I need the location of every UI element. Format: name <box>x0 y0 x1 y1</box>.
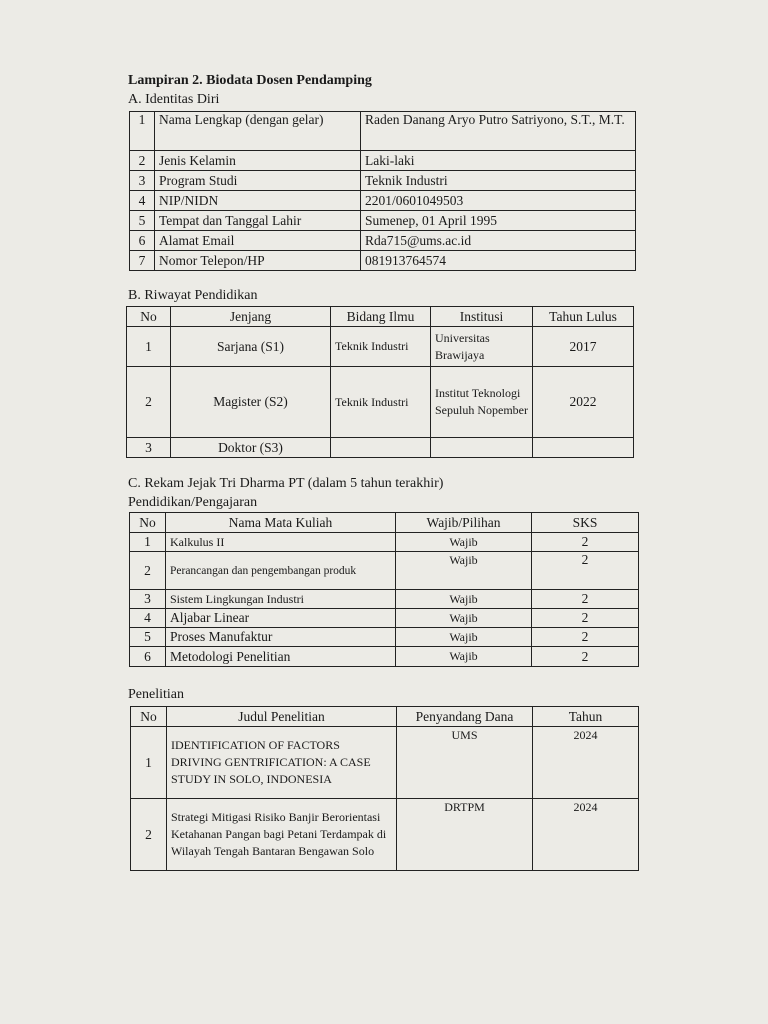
row-wajib-pilihan: Wajib <box>396 552 532 590</box>
row-mata-kuliah: Proses Manufaktur <box>166 628 396 647</box>
table-row <box>127 438 634 458</box>
row-wajib-pilihan: Wajib <box>396 533 532 552</box>
research-table <box>130 706 639 871</box>
table-row <box>130 533 639 552</box>
identity-table <box>129 111 636 271</box>
row-no: 1 <box>131 727 167 799</box>
table-row <box>130 151 636 171</box>
row-no: 1 <box>127 327 171 367</box>
row-no: 3 <box>127 438 171 458</box>
row-no: 2 <box>127 367 171 438</box>
row-mata-kuliah: Kalkulus II <box>166 533 396 552</box>
row-no: 5 <box>130 628 166 647</box>
row-no: 2 <box>130 151 155 171</box>
column-header: No <box>127 307 171 327</box>
table-row <box>131 799 639 871</box>
column-header: No <box>130 513 166 533</box>
row-value: Raden Danang Aryo Putro Satriyono, S.T., M.T. <box>361 112 636 151</box>
column-header: SKS <box>532 513 639 533</box>
row-mata-kuliah: Metodologi Penelitian <box>166 647 396 667</box>
row-tahun <box>533 438 634 458</box>
section-c-heading: C. Rekam Jejak Tri Dharma PT (dalam 5 tahun terakhir) <box>128 476 444 491</box>
column-header: Bidang Ilmu <box>331 307 431 327</box>
table-row <box>130 552 639 590</box>
column-header: No <box>131 707 167 727</box>
table-row <box>130 647 639 667</box>
row-tahun: 2024 <box>533 727 639 799</box>
document-title: Lampiran 2. Biodata Dosen Pendamping <box>128 73 372 88</box>
table-row <box>130 211 636 231</box>
row-value: 2201/0601049503 <box>361 191 636 211</box>
row-judul: Strategi Mitigasi Risiko Banjir Berorientasi Ketahanan Pangan bagi Petani Terdampak di Wilayah Tengah Bantaran Bengawan Solo <box>167 799 397 871</box>
row-mata-kuliah: Perancangan dan pengembangan produk <box>166 552 396 590</box>
row-wajib-pilihan: Wajib <box>396 628 532 647</box>
row-institusi <box>431 438 533 458</box>
row-sks: 2 <box>532 533 639 552</box>
row-sks: 2 <box>532 590 639 609</box>
row-label: Nama Lengkap (dengan gelar) <box>155 112 361 151</box>
row-no: 2 <box>130 552 166 590</box>
row-label: NIP/NIDN <box>155 191 361 211</box>
row-wajib-pilihan: Wajib <box>396 647 532 667</box>
row-no: 3 <box>130 171 155 191</box>
teaching-table <box>129 512 639 667</box>
row-sks: 2 <box>532 609 639 628</box>
penelitian-heading: Penelitian <box>128 687 184 702</box>
row-sks: 2 <box>532 647 639 667</box>
row-label: Tempat dan Tanggal Lahir <box>155 211 361 231</box>
table-header-row <box>131 707 639 727</box>
table-row <box>131 727 639 799</box>
table-row <box>130 231 636 251</box>
table-row <box>127 327 634 367</box>
column-header: Judul Penelitian <box>167 707 397 727</box>
row-value: Rda715@ums.ac.id <box>361 231 636 251</box>
row-tahun: 2017 <box>533 327 634 367</box>
row-no: 5 <box>130 211 155 231</box>
row-mata-kuliah: Aljabar Linear <box>166 609 396 628</box>
row-label: Jenis Kelamin <box>155 151 361 171</box>
table-row <box>130 251 636 271</box>
section-c-subheading: Pendidikan/Pengajaran <box>128 495 258 510</box>
row-no: 4 <box>130 191 155 211</box>
row-wajib-pilihan: Wajib <box>396 590 532 609</box>
table-header-row <box>130 513 639 533</box>
row-label: Program Studi <box>155 171 361 191</box>
row-label: Alamat Email <box>155 231 361 251</box>
row-no: 6 <box>130 647 166 667</box>
row-bidang <box>331 438 431 458</box>
table-header-row <box>127 307 634 327</box>
table-row <box>130 590 639 609</box>
column-header: Nama Mata Kuliah <box>166 513 396 533</box>
row-jenjang: Doktor (S3) <box>171 438 331 458</box>
row-sks: 2 <box>532 552 639 590</box>
row-sks: 2 <box>532 628 639 647</box>
row-no: 3 <box>130 590 166 609</box>
table-row <box>127 367 634 438</box>
row-penyandang-dana: DRTPM <box>397 799 533 871</box>
table-row <box>130 112 636 151</box>
column-header: Institusi <box>431 307 533 327</box>
table-row <box>130 171 636 191</box>
row-value: Teknik Industri <box>361 171 636 191</box>
section-b-heading: B. Riwayat Pendidikan <box>128 288 258 303</box>
row-mata-kuliah: Sistem Lingkungan Industri <box>166 590 396 609</box>
row-no: 6 <box>130 231 155 251</box>
row-jenjang: Sarjana (S1) <box>171 327 331 367</box>
row-no: 4 <box>130 609 166 628</box>
row-value: Laki-laki <box>361 151 636 171</box>
column-header: Jenjang <box>171 307 331 327</box>
column-header: Tahun Lulus <box>533 307 634 327</box>
column-header: Wajib/Pilihan <box>396 513 532 533</box>
row-no: 7 <box>130 251 155 271</box>
row-penyandang-dana: UMS <box>397 727 533 799</box>
row-value: 081913764574 <box>361 251 636 271</box>
row-no: 2 <box>131 799 167 871</box>
section-a-heading: A. Identitas Diri <box>128 92 220 107</box>
table-row <box>130 191 636 211</box>
row-institusi: Institut Teknologi Sepuluh Nopember <box>431 367 533 438</box>
table-row <box>130 609 639 628</box>
row-tahun: 2024 <box>533 799 639 871</box>
row-institusi: Universitas Brawijaya <box>431 327 533 367</box>
row-tahun: 2022 <box>533 367 634 438</box>
table-row <box>130 628 639 647</box>
row-bidang: Teknik Industri <box>331 367 431 438</box>
row-jenjang: Magister (S2) <box>171 367 331 438</box>
row-no: 1 <box>130 112 155 151</box>
row-judul: IDENTIFICATION OF FACTORS DRIVING GENTRIFICATION: A CASE STUDY IN SOLO, INDONESIA <box>167 727 397 799</box>
column-header: Penyandang Dana <box>397 707 533 727</box>
column-header: Tahun <box>533 707 639 727</box>
row-value: Sumenep, 01 April 1995 <box>361 211 636 231</box>
row-label: Nomor Telepon/HP <box>155 251 361 271</box>
row-wajib-pilihan: Wajib <box>396 609 532 628</box>
education-table <box>126 306 634 458</box>
row-no: 1 <box>130 533 166 552</box>
row-bidang: Teknik Industri <box>331 327 431 367</box>
